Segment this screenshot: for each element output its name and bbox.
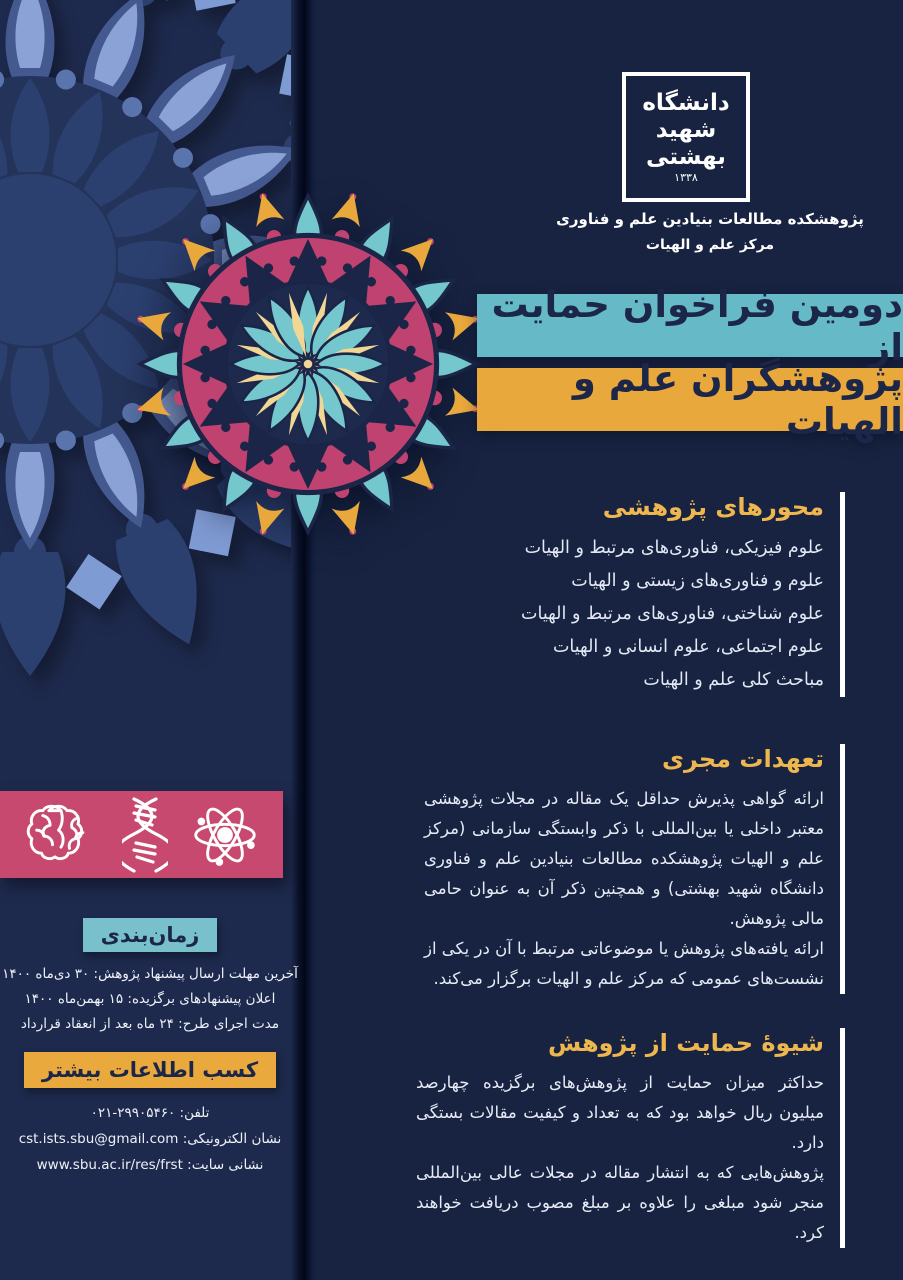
list-item: علوم و فناوری‌های زیستی و الهیات: [571, 571, 824, 591]
paragraph: ارائه گواهی پذیرش حداقل یک مقاله در مجلات پژوهشی معتبر داخلی یا بین‌المللی با ذکر وابستگی سازمانی (مرکز علم و الهیات پژوهشکده مطالعات بنیادین علم و فناوری دانشگاه شهید بهشتی) و همچنین ذکر آن به عنوان حامی مالی پژوهش.: [424, 789, 824, 928]
schedule-item: اعلان پیشنهادهای برگزیده: ۱۵ بهمن‌ماه ۱۴۰۰: [24, 991, 276, 1007]
list-item: مباحث کلی علم و الهیات: [643, 670, 824, 690]
list-item: علوم اجتماعی، علوم انسانی و الهیات: [552, 637, 824, 657]
paragraph: حداکثر میزان حمایت از پژوهش‌های برگزیده چهارصد میلیون ریال خواهد بود که به تعداد و کیفیت مقالات بستگی دارد.: [416, 1073, 824, 1152]
more-info-header: [0, 1052, 300, 1088]
institute-name: پژوهشکده مطالعات بنیادین علم و فناوری: [556, 210, 864, 228]
schedule-item: مدت اجرای طرح: ۲۴ ماه بعد از انعقاد قرارداد: [20, 1016, 280, 1032]
organization-block: [520, 208, 900, 260]
list-item: علوم فیزیکی، فناوری‌های مرتبط و الهیات: [524, 538, 824, 558]
logo-word: بهشتی: [646, 143, 726, 170]
science-icons-banner: [0, 791, 283, 878]
phone-number: ۰۲۱-۲۹۹۰۵۴۶۰: [90, 1105, 176, 1121]
contact-label: تلفن:: [179, 1105, 210, 1121]
title-banner-line1: دومین فراخوان حمایت از: [477, 294, 903, 357]
logo-year: ۱۳۳۸: [674, 170, 698, 184]
university-logo: [622, 72, 750, 202]
paragraph: ارائه یافته‌های پژوهش یا موضوعاتی مرتبط با آن در یکی از نشست‌های عمومی که مرکز علم و الهیات برگزار می‌کند.: [424, 939, 824, 988]
contact-email: [0, 1126, 300, 1152]
atom-icon: [189, 801, 261, 869]
email-address: cst.ists.sbu@gmail.com: [18, 1131, 179, 1147]
paragraph: پژوهش‌هایی که به انتشار مقاله در مجلات عالی بین‌المللی منجر شود مبلغی را علاوه بر مبلغ مصوب دریافت خواهند کرد.: [416, 1163, 824, 1242]
contact-list: [0, 1100, 300, 1178]
section-support-method: [416, 1028, 845, 1248]
brain-icon: [22, 801, 100, 869]
section-title: شیوهٔ حمایت از پژوهش: [548, 1029, 824, 1057]
schedule-badge: زمان‌بندی: [83, 918, 218, 952]
contact-phone: [0, 1100, 300, 1126]
more-info-badge: کسب اطلاعات بیشتر: [24, 1052, 276, 1088]
logo-word: دانشگاه: [642, 89, 730, 116]
title-banner-line2: پژوهشگران علم و الهیات: [477, 368, 903, 431]
schedule-list: [0, 962, 300, 1037]
center-name: مرکز علم و الهیات: [645, 237, 775, 253]
list-item: علوم شناختی، فناوری‌های مرتبط و الهیات: [521, 604, 824, 624]
color-mandala-ornament: [128, 184, 488, 544]
section-title: محورهای پژوهشی: [602, 493, 824, 521]
section-research-axes: [472, 492, 845, 697]
contact-label: نشان الکترونیکی:: [182, 1131, 282, 1147]
section-title: تعهدات مجری: [661, 745, 824, 773]
website-address: www.sbu.ac.ir/res/frst: [36, 1157, 183, 1173]
schedule-header: [0, 918, 300, 952]
section-commitments: [424, 744, 845, 994]
contact-website: [0, 1152, 300, 1178]
contact-label: نشانی سایت:: [187, 1157, 264, 1173]
schedule-item: آخرین مهلت ارسال پیشنهاد پژوهش: ۳۰ دی‌ماه ۱۴۰۰: [2, 966, 298, 982]
logo-word: شهید: [655, 116, 717, 143]
dna-icon: [122, 797, 168, 873]
